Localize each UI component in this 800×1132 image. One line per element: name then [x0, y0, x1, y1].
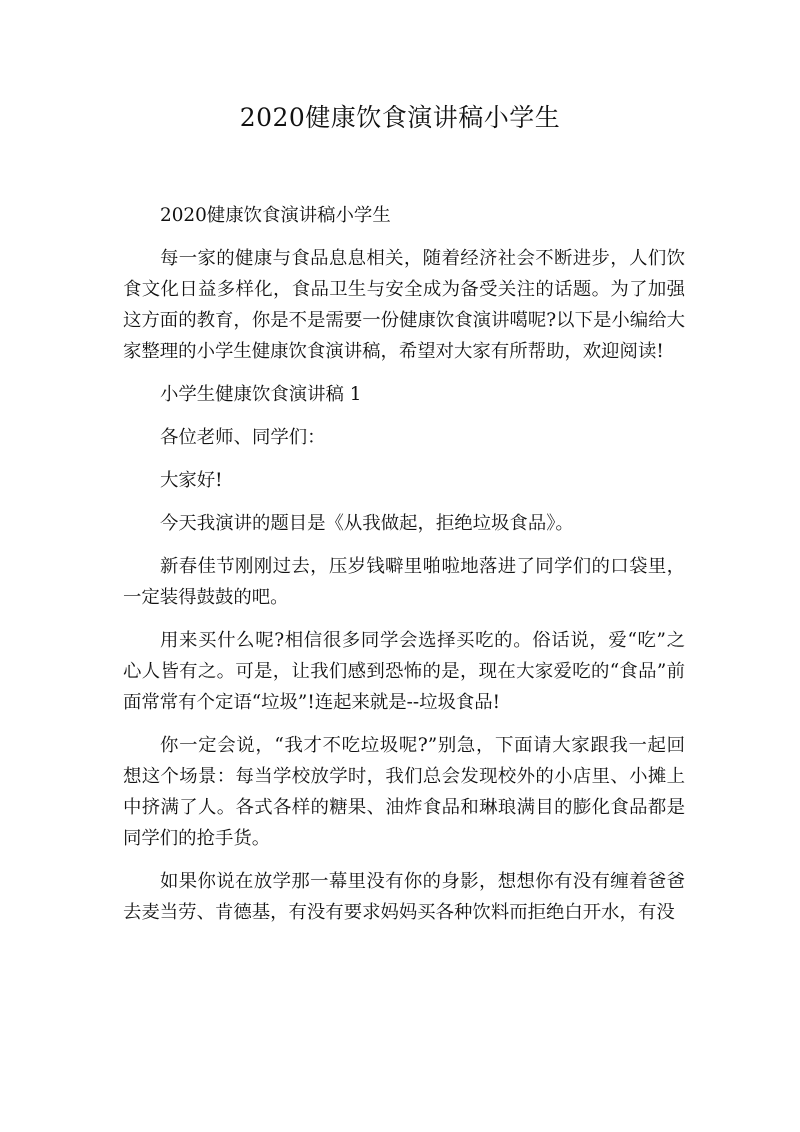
- paragraph-topic: 今天我演讲的题目是《从我做起，拒绝垃圾食品》。: [160, 513, 574, 534]
- paragraph-heading: 2020健康饮食演讲稿小学生: [160, 205, 391, 226]
- document-title: 2020健康饮食演讲稿小学生: [239, 103, 561, 132]
- paragraph-greeting: 大家好!: [160, 470, 223, 491]
- paragraph-salutation: 各位老师、同学们：: [160, 427, 326, 448]
- paragraph-new-year: 新春佳节刚刚过去，压岁钱噼里啪啦地落进了同学们的口袋里，一定装得鼓鼓的吧。: [123, 556, 685, 608]
- paragraph-after-school: 你一定会说，“我才不吃垃圾呢?”别急，下面请大家跟我一起回想这个场景：每当学校放学时，我们总会发现校外的小店里、小摊上中挤满了人。各式各样的糖果、油炸食品和琳琅满目的膨化食品都是同学们的抢手货。: [123, 735, 685, 849]
- paragraph-junk-food: 用来买什么呢?相信很多同学会选择买吃的。俗话说，爱“吃”之心人皆有之。可是，让我们感到恐怖的是，现在大家爱吃的“食品”前面常常有个定语“垃圾”!连起来就是--垃圾食品!: [123, 630, 685, 713]
- paragraph-subtitle: 小学生健康饮食演讲稿 1: [160, 384, 362, 405]
- document-body: [123, 200, 685, 940]
- paragraph-intro: 每一家的健康与食品息息相关，随着经济社会不断进步，人们饮食文化日益多样化，食品卫生与安全成为备受关注的话题。为了加强这方面的教育，你是不是需要一份健康饮食演讲噶呢?以下是小编给大家整理的小学生健康饮食演讲稿，希望对大家有所帮助，欢迎阅读!: [123, 248, 685, 362]
- paragraph-fast-food: 如果你说在放学那一幕里没有你的身影，想想你有没有缠着爸爸去麦当劳、肯德基，有没有要求妈妈买各种饮料而拒绝白开水，有没: [123, 871, 685, 923]
